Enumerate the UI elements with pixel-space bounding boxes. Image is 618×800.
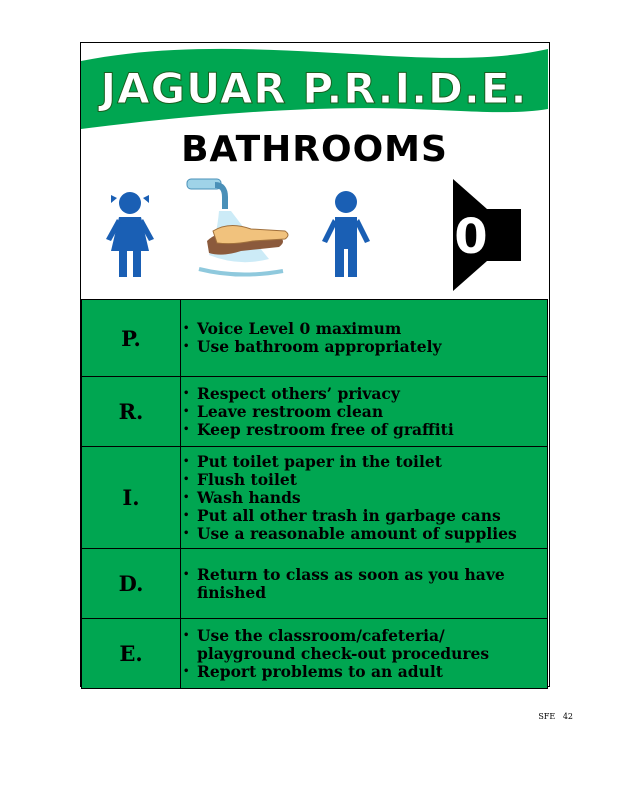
list-item: • Return to class as soon as you have finished xyxy=(181,566,547,602)
list-item: • Keep restroom free of graffiti xyxy=(181,421,547,439)
list-item: • Flush toilet xyxy=(181,471,547,489)
page-footer: SFE 42 xyxy=(538,712,573,721)
list-item: • Put all other trash in garbage cans xyxy=(181,507,547,525)
list-item: • Voice Level 0 maximum xyxy=(181,320,547,338)
rule-list xyxy=(181,627,547,681)
row-letter: R. xyxy=(82,377,181,447)
row-letter: D. xyxy=(82,549,181,619)
speaker-level-label: 0 xyxy=(454,209,488,265)
list-item: • Report problems to an adult xyxy=(181,663,547,681)
list-item: • Use the classroom/cafeteria/ playground check-out procedures xyxy=(181,627,547,663)
rules-table xyxy=(81,299,548,689)
rule-list xyxy=(181,566,547,602)
boy-figure-icon xyxy=(319,189,373,279)
list-item: • Respect others’ privacy xyxy=(181,385,547,403)
washing-hands-icon xyxy=(179,175,299,285)
row-letter: P. xyxy=(82,300,181,377)
row-letter: E. xyxy=(82,619,181,689)
rule-list xyxy=(181,385,547,439)
table-row xyxy=(82,447,548,549)
poster-title: JAGUAR P.R.I.D.E. xyxy=(100,64,528,113)
title-banner xyxy=(81,43,548,133)
girl-figure-icon xyxy=(103,189,157,279)
table-row xyxy=(82,377,548,447)
table-row xyxy=(82,300,548,377)
poster xyxy=(80,42,550,687)
list-item: • Leave restroom clean xyxy=(181,403,547,421)
list-item: • Use bathroom appropriately xyxy=(181,338,547,356)
poster-subtitle: BATHROOMS xyxy=(181,129,448,170)
row-letter: I. xyxy=(82,447,181,549)
rule-list xyxy=(181,320,547,356)
table-row xyxy=(82,619,548,689)
list-item: • Use a reasonable amount of supplies xyxy=(181,525,547,543)
rule-list xyxy=(181,453,547,543)
list-item: • Put toilet paper in the toilet xyxy=(181,453,547,471)
icon-row xyxy=(81,175,548,299)
list-item: • Wash hands xyxy=(181,489,547,507)
speaker-muted-icon xyxy=(447,179,523,291)
table-row xyxy=(82,549,548,619)
